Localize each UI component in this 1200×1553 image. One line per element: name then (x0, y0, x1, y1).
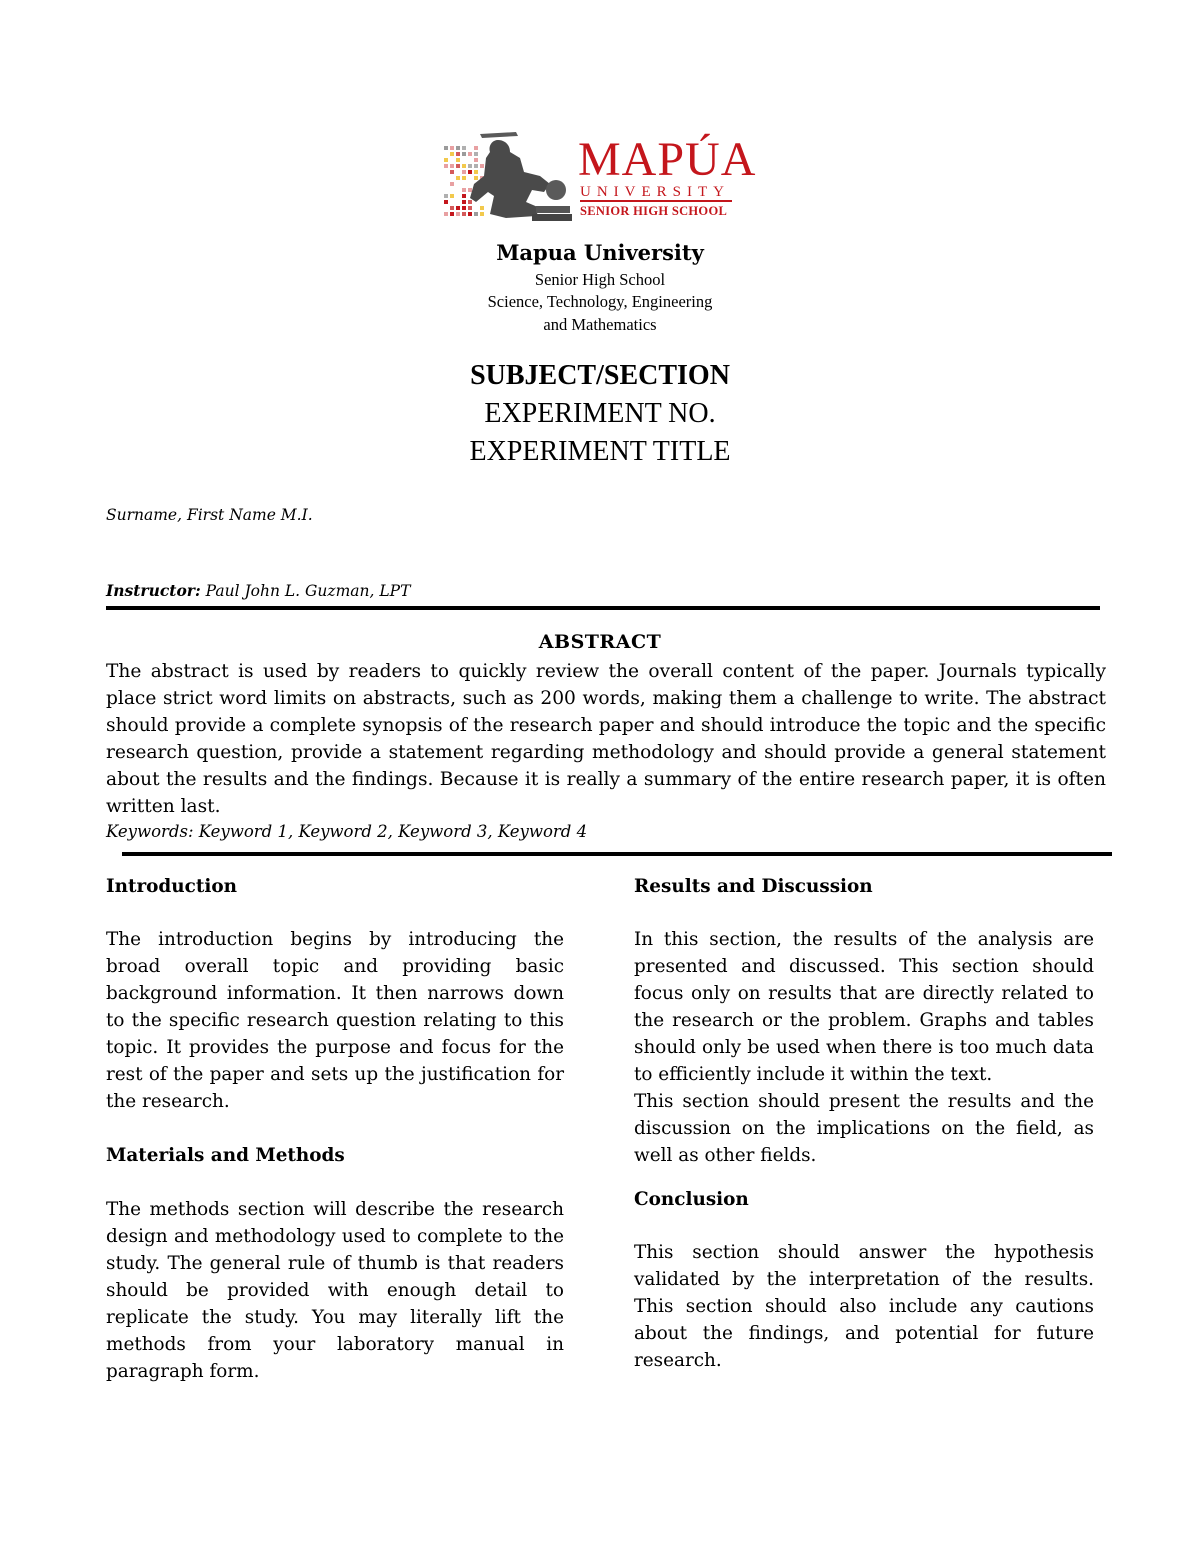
header-line-1: Senior High School (534, 270, 666, 289)
student-name: Surname, First Name M.I. (106, 506, 313, 524)
conclusion-heading: Conclusion (634, 1189, 749, 1210)
university-name: Mapua University (496, 240, 704, 265)
results-text-2: This section should present the results and the discussion on the implications on the field, as well as other fields. (634, 1091, 1094, 1166)
logo-wordmark: MAPÚA (578, 133, 757, 186)
divider-bottom (122, 852, 1112, 856)
introduction-heading: Introduction (106, 876, 237, 897)
header-line-3: and Mathematics (543, 315, 657, 334)
divider-top (106, 606, 1100, 610)
experiment-title: EXPERIMENT TITLE (469, 436, 731, 467)
abstract-heading: ABSTRACT (538, 631, 662, 653)
experiment-number: EXPERIMENT NO. (484, 398, 716, 429)
methods-text: The methods section will describe the research design and methodology used to complete to the study. The general rule of thumb is that readers should be provided with enough detail to replicate the study. You may literally lift the methods from your laboratory manual in paragraph form. (106, 1199, 564, 1382)
instructor-name: Paul John L. Guzman, LPT (205, 582, 411, 600)
subject-section: SUBJECT/SECTION (470, 360, 730, 391)
results-text-1: In this section, the results of the analysis are presented and discussed. This section should focus only on results that are directly related to the research or the problem. Graphs and tables should only be used when there is too much data to efficiently include it within the text. (634, 929, 1094, 1085)
logo-sub-university: UNIVERSITY (580, 184, 730, 200)
logo-sub-shs: SENIOR HIGH SCHOOL (580, 204, 728, 218)
instructor-label: Instructor: (106, 581, 201, 600)
logo-divider (580, 200, 732, 202)
abstract-text: The abstract is used by readers to quickly review the overall content of the paper. Journals typically place strict word limits on abstracts, such as 200 words, making them a challenge to write. The abstract should provide a complete synopsis of the research paper and should introduce the topic and the specific research question, provide a statement regarding methodology and should provide a general statement about the results and the findings. Because it is really a summary of the entire research paper, it is often written last. (106, 661, 1106, 817)
instructor-line (106, 581, 410, 600)
introduction-text: The introduction begins by introducing the broad overall topic and providing basic background information. It then narrows down to the specific research question relating to this topic. It provides the purpose and focus for the rest of the paper and sets up the justification for the research. (106, 929, 564, 1112)
results-heading: Results and Discussion (634, 876, 873, 897)
methods-heading: Materials and Methods (106, 1145, 345, 1166)
conclusion-text: This section should answer the hypothesis validated by the interpretation of the results. This section should also include any cautions about the findings, and potential for future research. (634, 1242, 1094, 1371)
university-logo (440, 128, 757, 228)
header-line-2: Science, Technology, Engineering (487, 292, 713, 311)
keywords: Keywords: Keyword 1, Keyword 2, Keyword 3, Keyword 4 (106, 822, 588, 841)
